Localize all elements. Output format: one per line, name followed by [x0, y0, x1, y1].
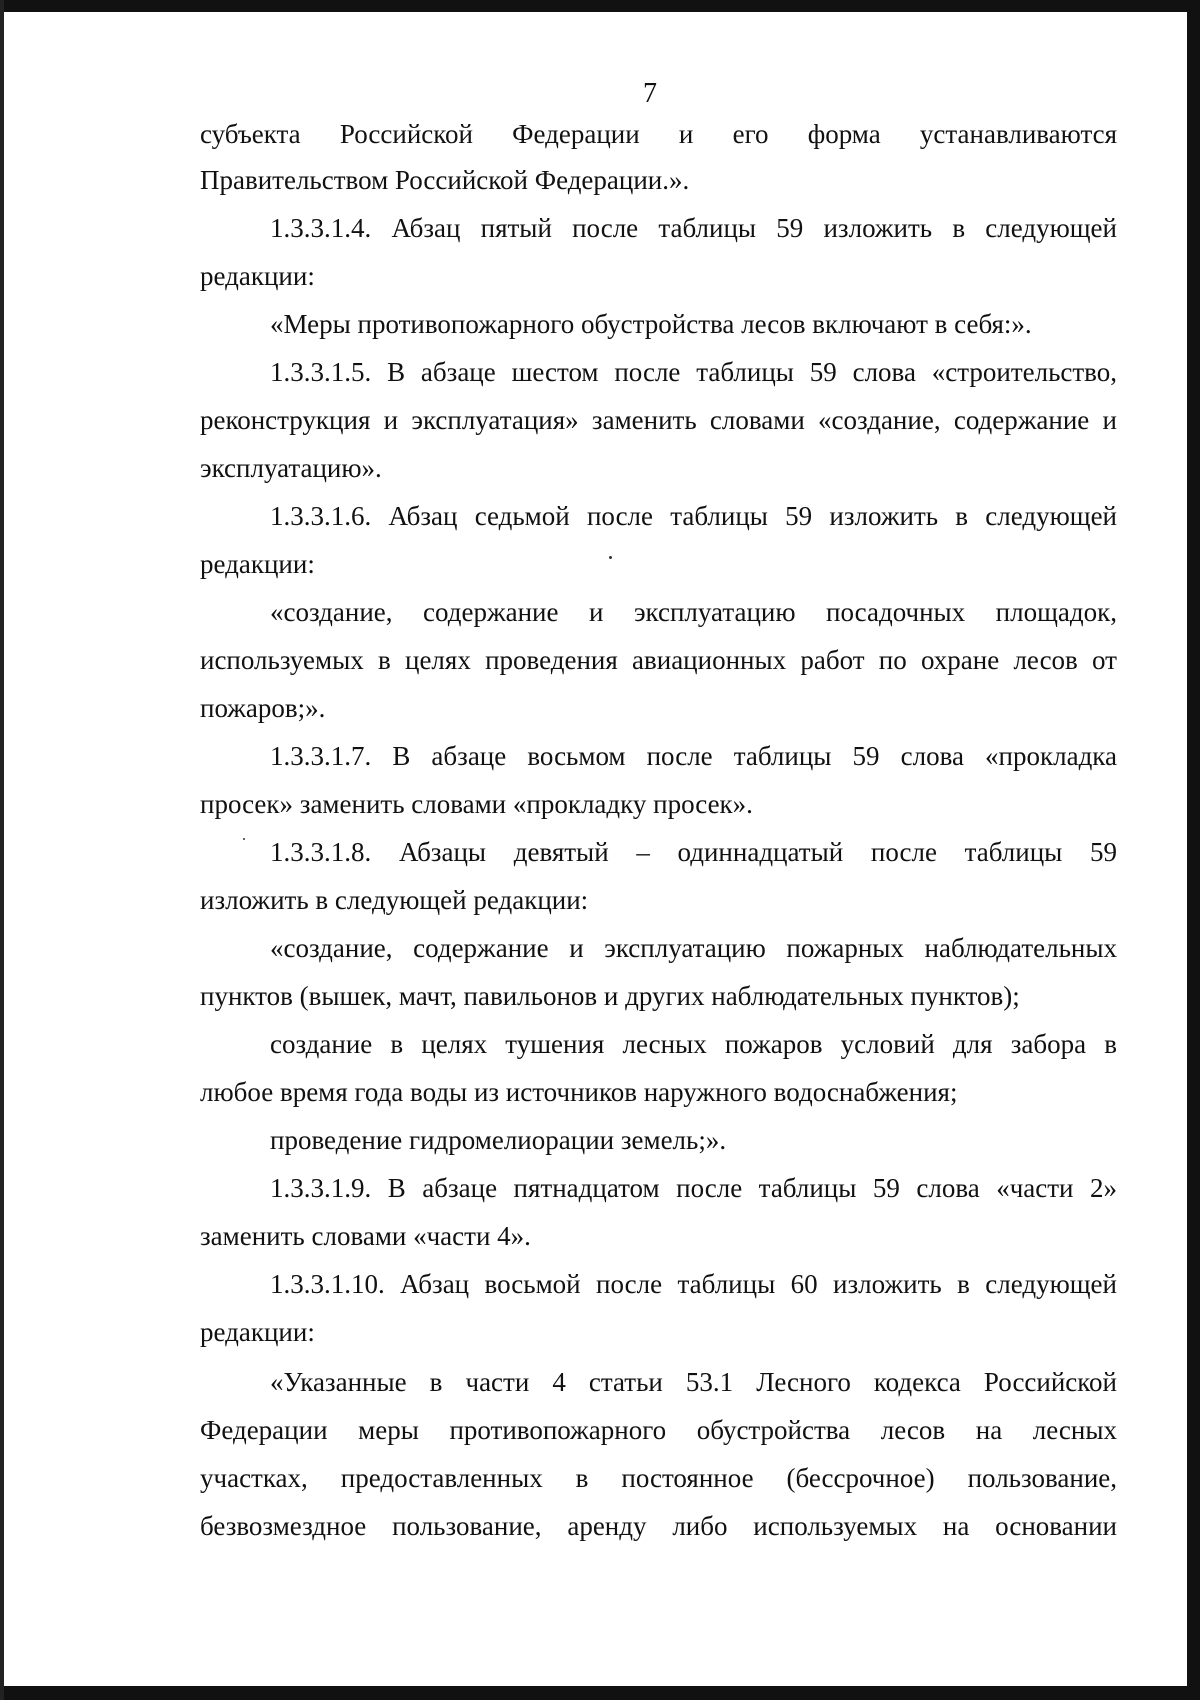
text-line: безвозмездное пользование, аренду либо используемых на основании: [200, 1511, 1117, 1541]
text-line: 1.3.3.1.5. В абзаце шестом после таблицы 59 слова «строительство,: [270, 357, 1117, 387]
text-line: 1.3.3.1.4. Абзац пятый после таблицы 59 изложить в следующей: [270, 213, 1117, 243]
text-line: 1.3.3.1.6. Абзац седьмой после таблицы 59 изложить в следующей: [270, 501, 1117, 531]
text-line: используемых в целях проведения авиационных работ по охране лесов от: [200, 645, 1117, 675]
scan-speck: [243, 838, 245, 840]
page-number: 7: [643, 78, 657, 109]
text-line: Федерации меры противопожарного обустройства лесов на лесных: [200, 1415, 1117, 1445]
text-line: «Указанные в части 4 статьи 53.1 Лесного кодекса Российской: [270, 1367, 1117, 1397]
text-line: пунктов (вышек, мачт, павильонов и других наблюдательных пунктов);: [200, 981, 1020, 1011]
text-line: просек» заменить словами «прокладку просек».: [200, 789, 753, 819]
text-line: изложить в следующей редакции:: [200, 885, 589, 915]
text-line: редакции:: [200, 261, 315, 291]
text-line: проведение гидромелиорации земель;».: [270, 1125, 727, 1155]
text-line: эксплуатацию».: [200, 453, 382, 483]
scan-border-bottom: [0, 1686, 1200, 1700]
text-line: 1.3.3.1.8. Абзацы девятый – одиннадцатый после таблицы 59: [270, 837, 1117, 867]
text-line: «создание, содержание и эксплуатацию пожарных наблюдательных: [270, 933, 1117, 963]
scan-border-right: [1187, 0, 1200, 1700]
text-line: «Меры противопожарного обустройства лесов включают в себя:».: [270, 309, 1032, 339]
text-line: Правительством Российской Федерации.».: [200, 165, 690, 195]
text-line: участках, предоставленных в постоянное (бессрочное) пользование,: [200, 1463, 1117, 1493]
text-line: любое время года воды из источников наружного водоснабжения;: [200, 1077, 958, 1107]
text-line: «создание, содержание и эксплуатацию посадочных площадок,: [270, 597, 1117, 627]
text-line: редакции:: [200, 1317, 315, 1347]
text-line: 1.3.3.1.9. В абзаце пятнадцатом после таблицы 59 слова «части 2»: [270, 1173, 1117, 1203]
scan-speck: [609, 556, 612, 559]
text-line: 1.3.3.1.10. Абзац восьмой после таблицы 60 изложить в следующей: [270, 1269, 1117, 1299]
text-line: заменить словами «части 4».: [200, 1221, 531, 1251]
text-line: 1.3.3.1.7. В абзаце восьмом после таблицы 59 слова «прокладка: [270, 741, 1117, 771]
text-line: пожаров;».: [200, 693, 326, 723]
text-line: редакции:: [200, 549, 315, 579]
text-line: создание в целях тушения лесных пожаров условий для забора в: [270, 1029, 1117, 1059]
text-line: реконструкция и эксплуатация» заменить словами «создание, содержание и: [200, 405, 1117, 435]
text-line: субъекта Российской Федерации и его форма устанавливаются: [200, 119, 1117, 149]
